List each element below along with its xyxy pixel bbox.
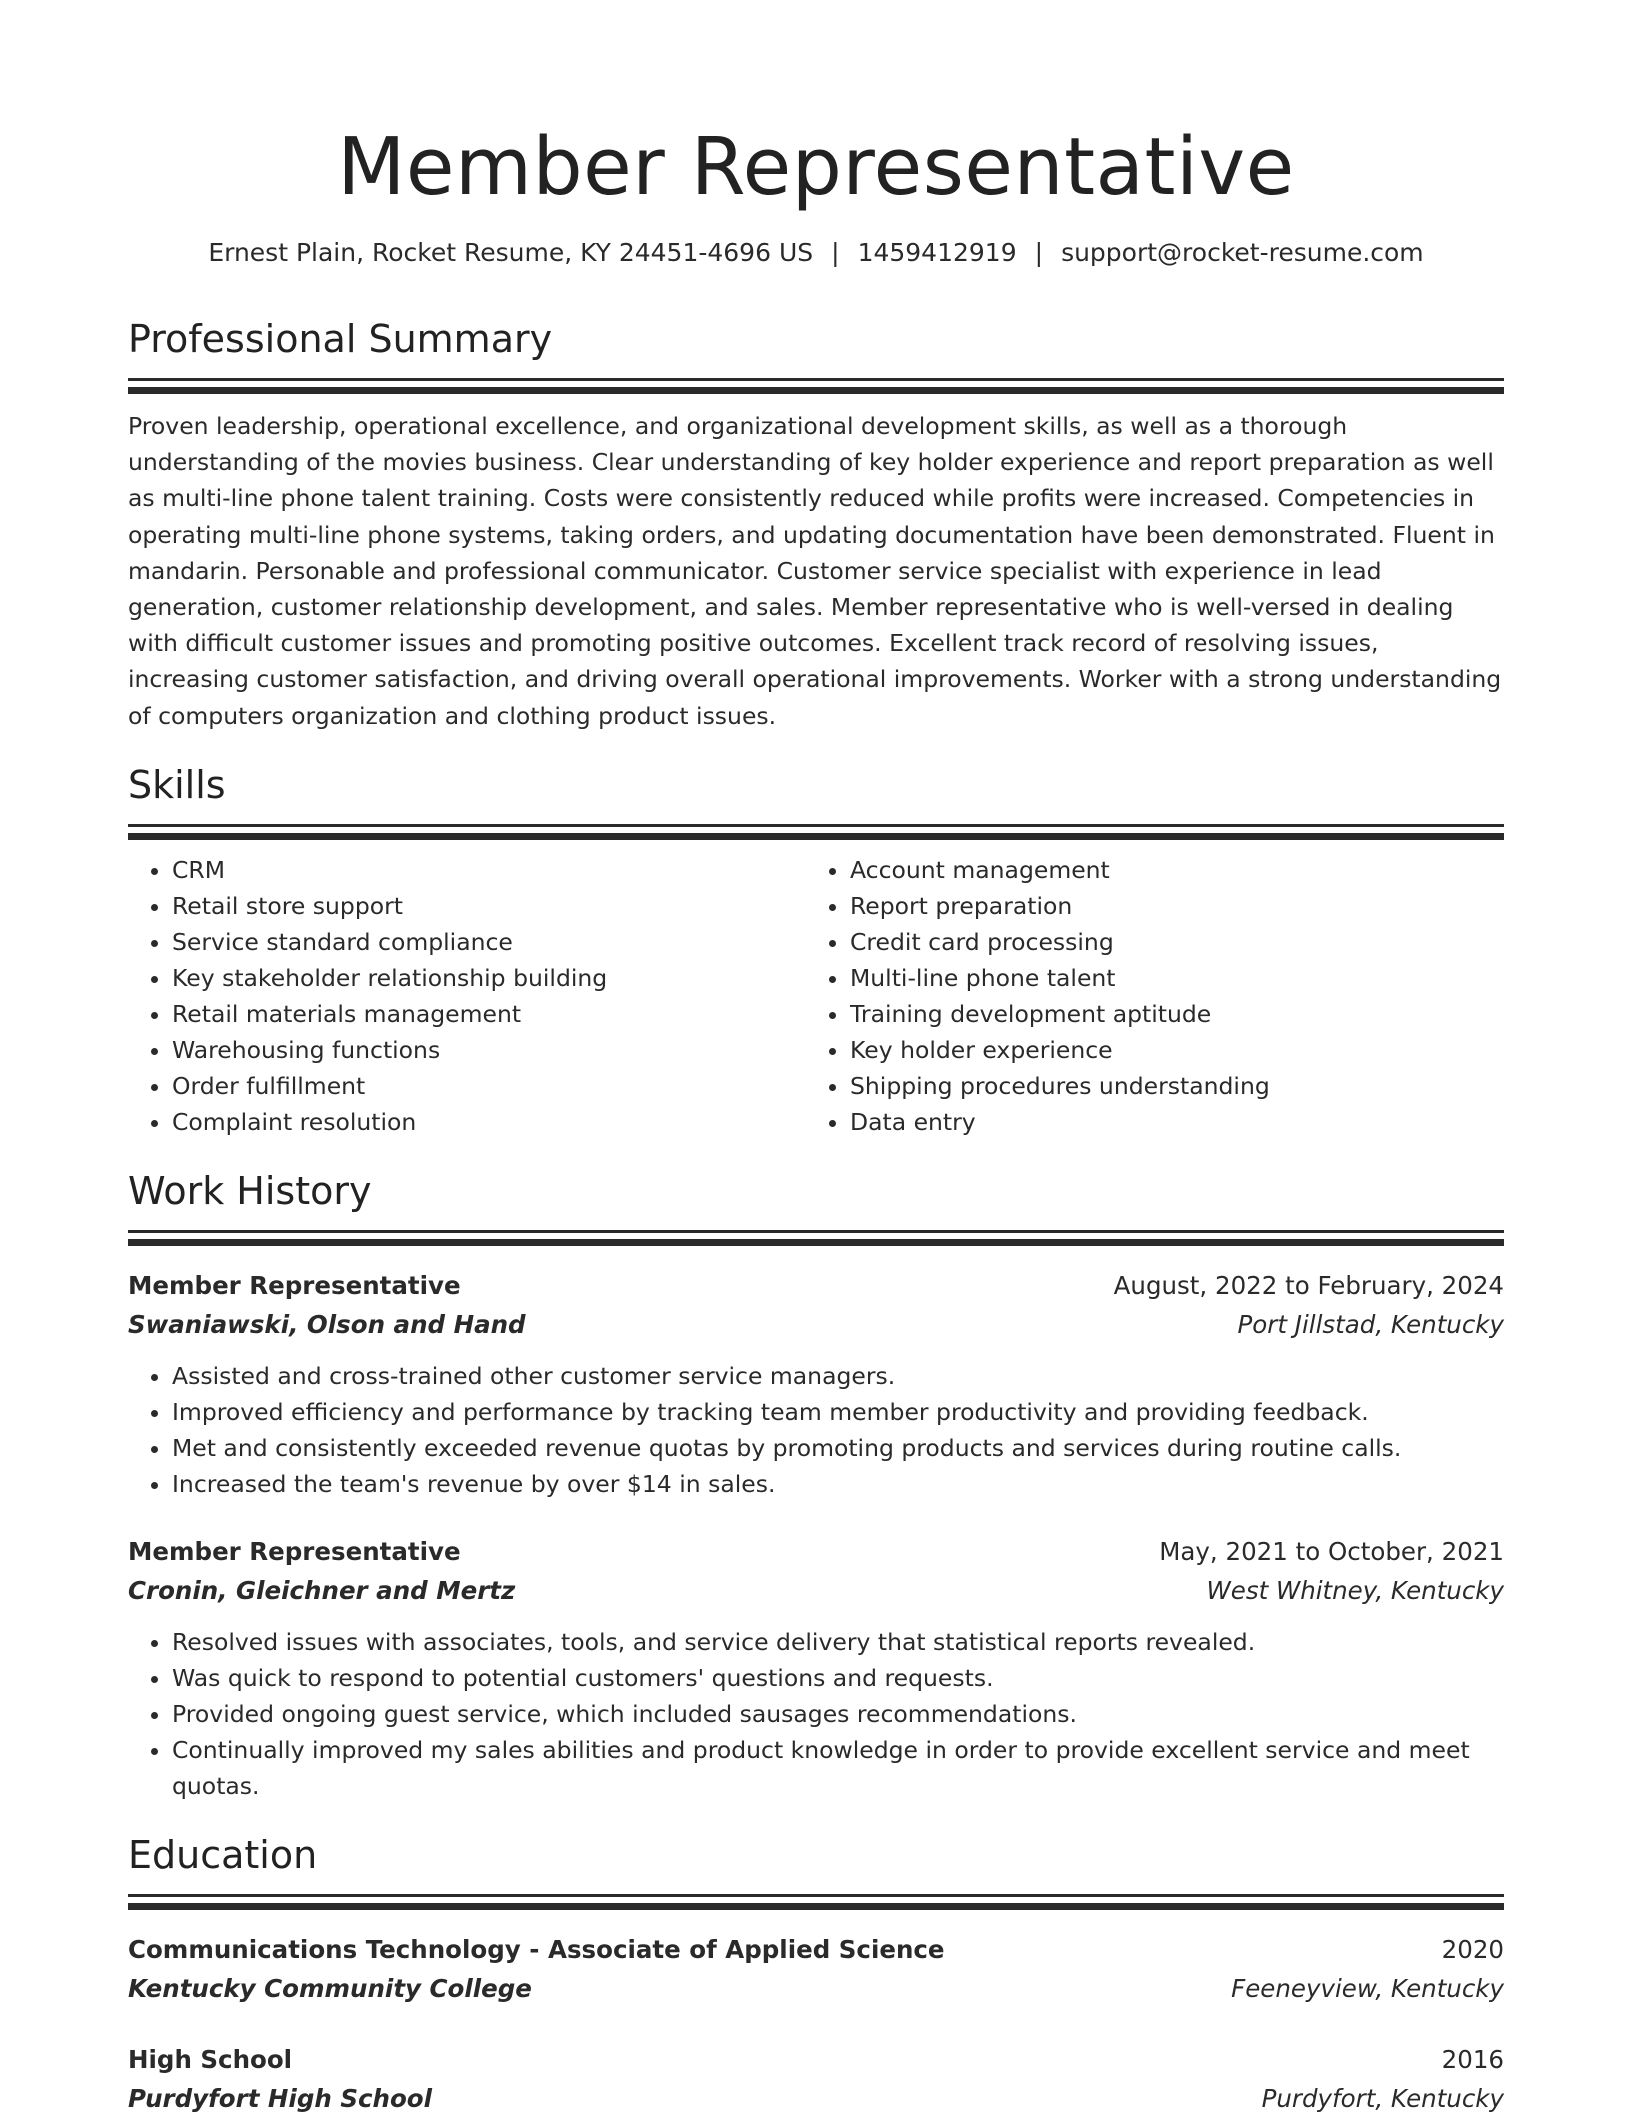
skill-item: • Complaint resolution <box>172 1104 806 1140</box>
job-location: Port Jillstad, Kentucky <box>1237 1309 1504 1339</box>
contact-line <box>128 236 1504 270</box>
summary-heading: Professional Summary <box>128 317 553 361</box>
job-bullets <box>128 1624 1504 1804</box>
job-header-row <box>128 1532 1504 1571</box>
skill-item: • Key holder experience <box>850 1032 1484 1068</box>
separator: | <box>1034 238 1044 267</box>
school-name: Kentucky Community College <box>128 1973 532 2003</box>
divider-thick <box>128 1903 1504 1910</box>
school-name: Purdyfort High School <box>128 2083 433 2113</box>
divider-thick <box>128 1239 1504 1246</box>
job-entry <box>128 1266 1504 1502</box>
education-section <box>128 1830 1504 2118</box>
divider-thin <box>128 1894 1504 1897</box>
job-title: Member Representative <box>128 1270 461 1300</box>
work-history-section <box>128 1166 1504 1804</box>
skills-heading: Skills <box>128 762 226 807</box>
job-company: Swaniawski, Olson and Hand <box>128 1309 526 1339</box>
job-location: West Whitney, Kentucky <box>1206 1575 1504 1605</box>
education-heading: Education <box>128 1832 318 1877</box>
job-entry <box>128 1532 1504 1804</box>
divider-thin <box>128 378 1504 381</box>
education-entry <box>128 2040 1504 2118</box>
skill-item: • Shipping procedures understanding <box>850 1068 1484 1104</box>
phone: 1459412919 <box>857 238 1017 267</box>
job-company-row <box>128 1571 1504 1610</box>
summary-section <box>128 314 1504 734</box>
divider-thick <box>128 833 1504 840</box>
skills-section <box>128 760 1504 1140</box>
divider-thin <box>128 824 1504 827</box>
skill-item: • CRM <box>172 852 806 888</box>
graduation-year: 2016 <box>1441 2044 1504 2074</box>
skill-item: • Data entry <box>850 1104 1484 1140</box>
divider-thin <box>128 1230 1504 1233</box>
school-location: Purdyfort, Kentucky <box>1261 2083 1504 2113</box>
skill-item: • Retail materials management <box>172 996 806 1032</box>
education-header-row <box>128 1930 1504 1969</box>
job-bullet: • Met and consistently exceeded revenue quotas by promoting products and services during routine calls. <box>172 1430 1504 1466</box>
job-header-row <box>128 1266 1504 1305</box>
job-company: Cronin, Gleichner and Mertz <box>128 1575 516 1605</box>
skill-item: • Credit card processing <box>850 924 1484 960</box>
skill-item: • Retail store support <box>172 888 806 924</box>
job-dates: August, 2022 to February, 2024 <box>1113 1270 1504 1300</box>
skill-item: • Report preparation <box>850 888 1484 924</box>
divider-thick <box>128 387 1504 394</box>
school-location: Feeneyview, Kentucky <box>1231 1973 1504 2003</box>
skill-item: • Training development aptitude <box>850 996 1484 1032</box>
work-history-heading: Work History <box>128 1168 372 1213</box>
skill-item: • Key stakeholder relationship building <box>172 960 806 996</box>
education-header-row <box>128 2040 1504 2079</box>
separator: | <box>831 238 840 267</box>
job-bullet: • Increased the team's revenue by over $14 in sales. <box>172 1466 1504 1502</box>
job-bullet: • Continually improved my sales abilities and product knowledge in order to provide excellent service and meet quotas. <box>172 1732 1504 1804</box>
skills-right-column <box>806 852 1484 1140</box>
skill-item: • Order fulfillment <box>172 1068 806 1104</box>
job-company-row <box>128 1305 1504 1344</box>
job-bullet: • Resolved issues with associates, tools, and service delivery that statistical reports revealed. <box>172 1624 1504 1660</box>
skills-left-column <box>128 852 806 1140</box>
education-school-row <box>128 1969 1504 2008</box>
skill-item: • Warehousing functions <box>172 1032 806 1068</box>
candidate-name: Member Representative <box>337 121 1295 213</box>
job-title: Member Representative <box>128 1536 461 1566</box>
skills-columns <box>128 852 1504 1140</box>
job-bullet: • Provided ongoing guest service, which included sausages recommendations. <box>172 1696 1504 1732</box>
job-bullet: • Assisted and cross-trained other customer service managers. <box>172 1358 1504 1394</box>
job-dates: May, 2021 to October, 2021 <box>1159 1536 1504 1566</box>
job-bullet: • Improved efficiency and performance by tracking team member productivity and providing feedback. <box>172 1394 1504 1430</box>
skill-item: • Account management <box>850 852 1484 888</box>
graduation-year: 2020 <box>1441 1934 1504 1964</box>
job-bullet: • Was quick to respond to potential customers' questions and requests. <box>172 1660 1504 1696</box>
job-bullets <box>128 1358 1504 1502</box>
skill-item: • Multi-line phone talent <box>850 960 1484 996</box>
skill-item: • Service standard compliance <box>172 924 806 960</box>
address: Ernest Plain, Rocket Resume, KY 24451-4696 US <box>208 238 814 267</box>
degree: Communications Technology - Associate of Applied Science <box>128 1934 945 1964</box>
summary-text: Proven leadership, operational excellence, and organizational development skills, as well as a thorough understanding of the movies business. Clear understanding of key holder experience and report preparation as well as multi-line phone talent training. Costs were consistently reduced while profits were increased. Competencies in operating multi-line phone systems, taking orders, and updating documentation have been demonstrated. Fluent in mandarin. Personable and professional communicator. Customer service specialist with experience in lead generation, customer relationship development, and sales. Member representative who is well-versed in dealing with difficult customer issues and promoting positive outcomes. Excellent track record of resolving issues, increasing customer satisfaction, and driving overall operational improvements. Worker with a strong understanding of computers organization and clothing product issues. <box>128 412 1502 730</box>
email[interactable]: support@rocket-resume.com <box>1061 238 1424 267</box>
degree: High School <box>128 2044 293 2074</box>
education-entry <box>128 1930 1504 2008</box>
